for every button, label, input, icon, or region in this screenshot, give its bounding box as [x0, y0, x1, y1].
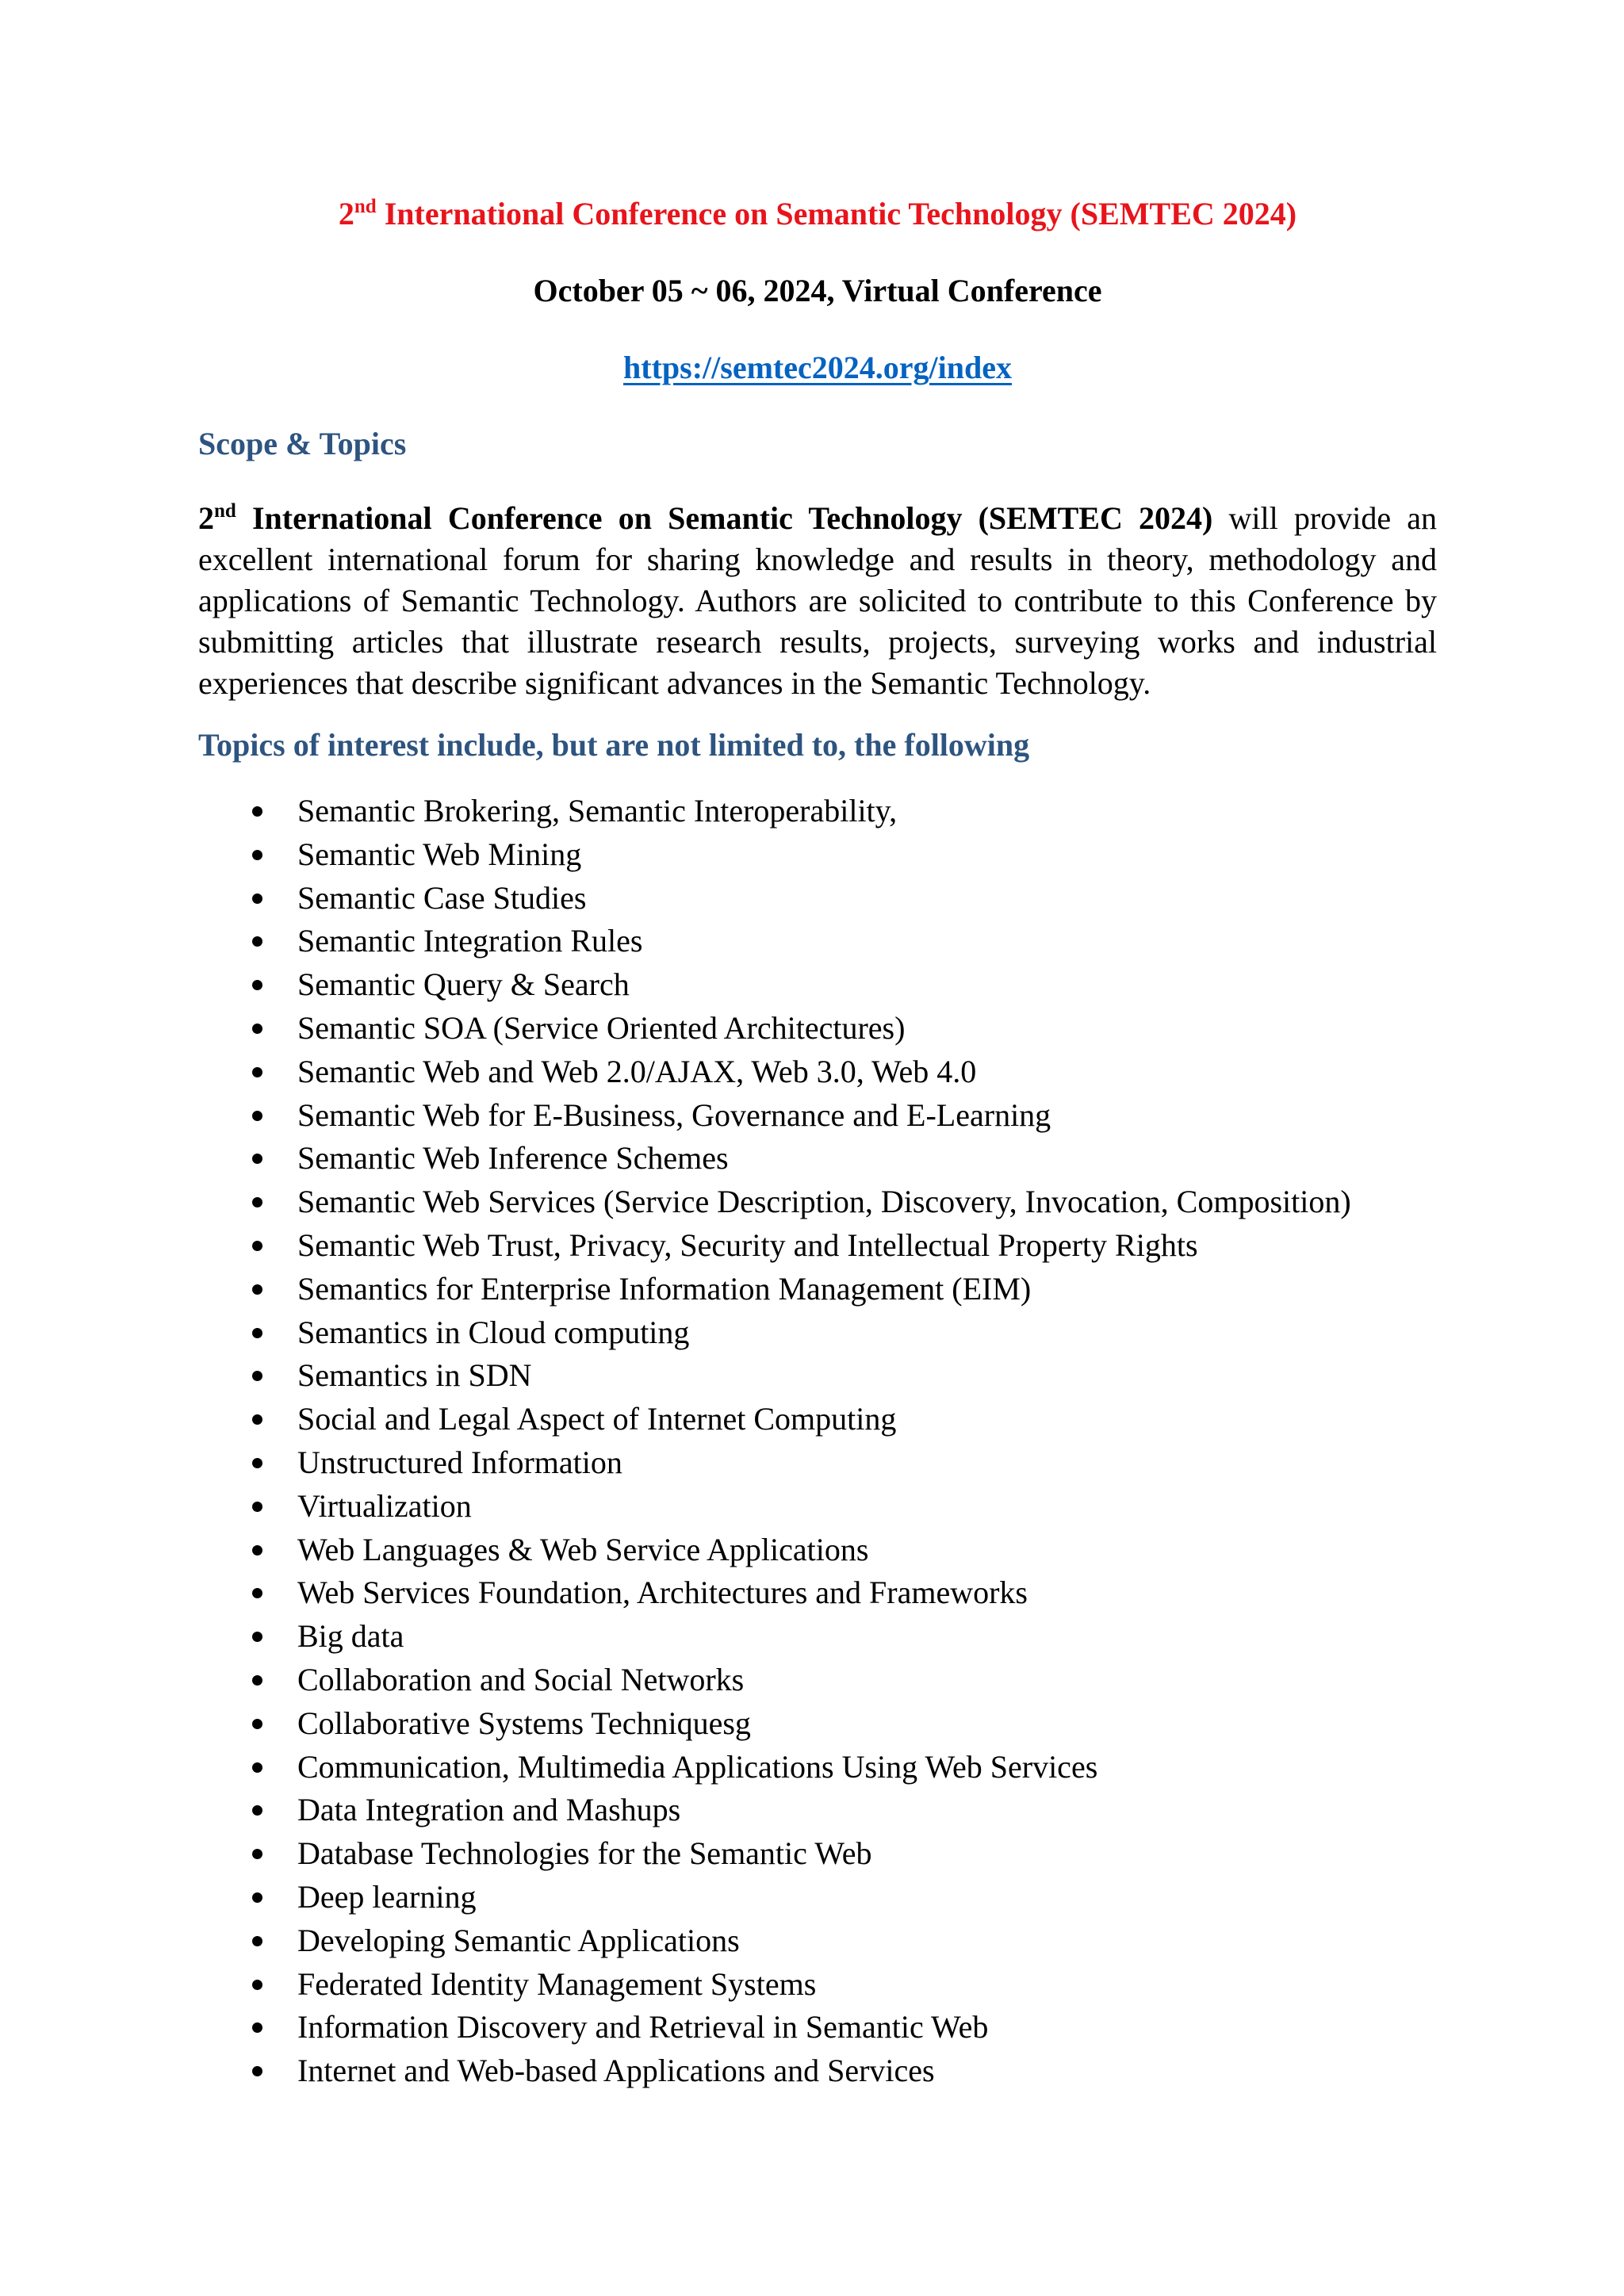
bullet-icon	[252, 1980, 262, 1990]
bullet-icon	[252, 1936, 262, 1946]
list-item: Communication, Multimedia Applications Using Web Services	[198, 1746, 1437, 1789]
bullet-icon	[252, 850, 262, 860]
list-item: Semantic Brokering, Semantic Interoperability,	[198, 790, 1437, 833]
list-item: Data Integration and Mashups	[198, 1789, 1437, 1832]
list-item: Semantic Web for E-Business, Governance and E-Learning	[198, 1094, 1437, 1138]
list-item: Internet and Web-based Applications and Services	[198, 2049, 1437, 2093]
bullet-icon	[252, 1458, 262, 1468]
list-item: Social and Legal Aspect of Internet Computing	[198, 1398, 1437, 1441]
scope-heading: Scope & Topics	[198, 426, 407, 461]
bullet-icon	[252, 1675, 262, 1686]
list-item: Semantic SOA (Service Oriented Architectures)	[198, 1007, 1437, 1050]
bullet-icon	[252, 1414, 262, 1425]
bullet-icon	[252, 1067, 262, 1077]
bullet-icon	[252, 2022, 262, 2033]
bullet-icon	[252, 1762, 262, 1773]
bullet-icon	[252, 2066, 262, 2076]
conference-url-link[interactable]: https://semtec2024.org/index	[623, 350, 1012, 385]
bullet-icon	[252, 1154, 262, 1164]
list-item: Semantic Integration Rules	[198, 920, 1437, 963]
list-item: Deep learning	[198, 1876, 1437, 1919]
list-item: Collaborative Systems Techniquesg	[198, 1702, 1437, 1746]
list-item: Federated Identity Management Systems	[198, 1963, 1437, 2007]
bullet-icon	[252, 1197, 262, 1207]
bullet-icon	[252, 894, 262, 904]
list-item: Web Services Foundation, Architectures and Frameworks	[198, 1571, 1437, 1615]
title-ordinal-suffix: nd	[354, 196, 377, 217]
list-item: Semantic Web Services (Service Description, Discovery, Invocation, Composition)	[198, 1181, 1437, 1224]
topics-list	[198, 790, 1437, 2093]
bullet-icon	[252, 1284, 262, 1295]
list-item: Virtualization	[198, 1485, 1437, 1529]
bullet-icon	[252, 1588, 262, 1598]
bullet-icon	[252, 1632, 262, 1642]
list-item: Information Discovery and Retrieval in Semantic Web	[198, 2006, 1437, 2049]
bullet-icon	[252, 1545, 262, 1556]
bullet-icon	[252, 806, 262, 817]
list-item: Unstructured Information	[198, 1441, 1437, 1485]
scope-body-text: will provide an excellent international forum for sharing knowledge and results in theory, methodology and applications of Semantic Technology. Authors are solicited to contribute to this Conference by submitting articles that illustrate research results, projects, surveying works and industrial experiences that describe significant advances in the Semantic Technology.	[198, 500, 1437, 701]
title-text: International Conference on Semantic Technology (SEMTEC 2024)	[376, 196, 1297, 232]
scope-lead-text: International Conference on Semantic Technology (SEMTEC 2024)	[236, 500, 1213, 536]
list-item: Semantic Query & Search	[198, 963, 1437, 1007]
conference-title	[198, 190, 1437, 238]
conference-date: October 05 ~ 06, 2024, Virtual Conference	[533, 273, 1102, 308]
bullet-icon	[252, 1805, 262, 1816]
list-item: Big data	[198, 1615, 1437, 1659]
bullet-icon	[252, 1719, 262, 1729]
bullet-icon	[252, 1502, 262, 1512]
bullet-icon	[252, 1371, 262, 1381]
topics-heading: Topics of interest include, but are not limited to, the following	[198, 727, 1030, 763]
bullet-icon	[252, 980, 262, 990]
title-ordinal-number: 2	[338, 196, 354, 232]
bullet-icon	[252, 1241, 262, 1251]
bullet-icon	[252, 1328, 262, 1338]
bullet-icon	[252, 1024, 262, 1034]
list-item: Database Technologies for the Semantic Web	[198, 1832, 1437, 1876]
list-item: Semantic Web Inference Schemes	[198, 1137, 1437, 1181]
list-item: Semantics for Enterprise Information Management (EIM)	[198, 1268, 1437, 1311]
bullet-icon	[252, 1849, 262, 1859]
bullet-icon	[252, 936, 262, 947]
list-item: Web Languages & Web Service Applications	[198, 1529, 1437, 1572]
list-item: Semantics in Cloud computing	[198, 1311, 1437, 1355]
bullet-icon	[252, 1111, 262, 1121]
scope-paragraph	[198, 498, 1437, 704]
list-item: Semantics in SDN	[198, 1354, 1437, 1398]
list-item: Semantic Web Mining	[198, 833, 1437, 877]
bullet-icon	[252, 1892, 262, 1903]
list-item: Collaboration and Social Networks	[198, 1659, 1437, 1702]
scope-lead-suffix: nd	[214, 500, 236, 522]
scope-lead-bold	[198, 500, 1212, 536]
list-item: Semantic Web and Web 2.0/AJAX, Web 3.0, Web 4.0	[198, 1050, 1437, 1094]
list-item: Developing Semantic Applications	[198, 1919, 1437, 1963]
list-item: Semantic Case Studies	[198, 877, 1437, 920]
scope-lead-number: 2	[198, 500, 214, 536]
list-item: Semantic Web Trust, Privacy, Security and Intellectual Property Rights	[198, 1224, 1437, 1268]
